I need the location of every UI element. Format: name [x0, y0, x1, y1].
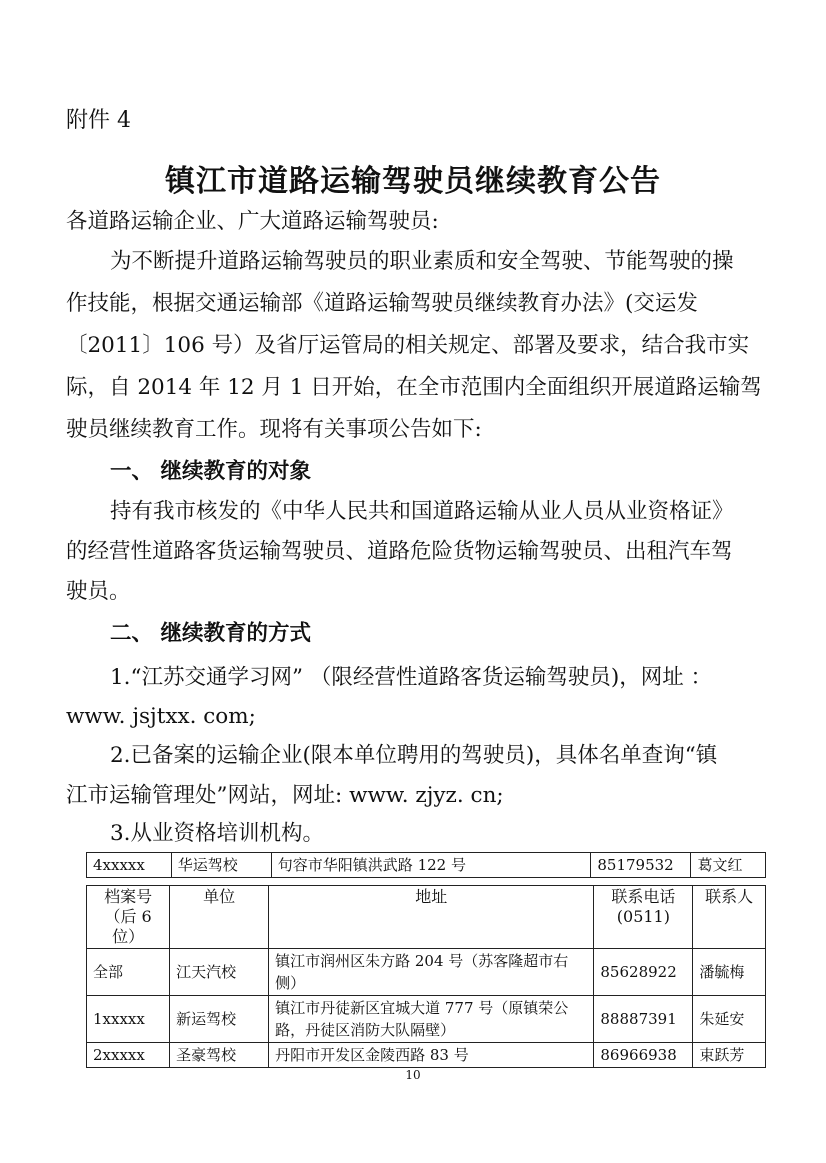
table-cell-contact: 葛文红 [691, 853, 766, 878]
intro-line-3: 〔2011〕106 号）及省厅运管局的相关规定、部署及要求，结合我市实 [66, 333, 750, 358]
training-table-top-row [86, 852, 766, 878]
table-row [87, 996, 766, 1043]
header-phone-sub: (0511) [616, 907, 670, 926]
table-row [87, 853, 766, 878]
table-cell-contact: 束跃芳 [693, 1043, 766, 1068]
table-cell-address: 镇江市润州区朱方路 204 号（苏客隆超市右侧） [269, 949, 594, 996]
header-unit: 单位 [170, 886, 269, 949]
section2-item1-line2: www. jsjtxx. com; [66, 704, 256, 729]
table-cell-phone: 85179532 [591, 853, 691, 878]
header-code [87, 886, 170, 949]
header-phone-label: 联系电话 [611, 887, 676, 906]
intro-line-1: 为不断提升道路运输驾驶员的职业素质和安全驾驶、节能驾驶的操 [110, 249, 734, 274]
section2-item2-line2: 江市运输管理处”网站，网址: www. zjyz. cn; [66, 783, 504, 808]
table-cell-contact: 朱延安 [693, 996, 766, 1043]
table-cell-code: 全部 [87, 949, 170, 996]
section1-line-3: 驶员。 [66, 579, 131, 604]
intro-line-4: 际，自 2014 年 12 月 1 日开始，在全市范围内全面组织开展道路运输驾 [66, 375, 762, 400]
header-contact: 联系人 [693, 886, 766, 949]
table-cell-unit: 江天汽校 [170, 949, 269, 996]
header-address: 地址 [269, 886, 594, 949]
table-cell-code: 1xxxxx [87, 996, 170, 1043]
training-table [86, 885, 766, 1068]
table-cell-code: 2xxxxx [87, 1043, 170, 1068]
header-code-label: 档案号 [104, 887, 153, 906]
page-number: 10 [405, 1068, 421, 1082]
table-row [87, 949, 766, 996]
table-row [87, 1043, 766, 1068]
table-cell-unit: 华运驾校 [171, 853, 271, 878]
header-phone [594, 886, 693, 949]
section2-item2-line1: 2.已备案的运输企业(限本单位聘用的驾驶员)，具体名单查询“镇 [110, 743, 718, 768]
header-code-sub: （后 6 位） [104, 907, 152, 946]
table-cell-unit: 新运驾校 [170, 996, 269, 1043]
section1-line-2: 的经营性道路客货运输驾驶员、道路危险货物运输驾驶员、出租汽车驾 [66, 539, 733, 564]
table-cell-phone: 86966938 [594, 1043, 693, 1068]
section2-heading: 二、 继续教育的方式 [110, 621, 311, 646]
section1-line-1: 持有我市核发的《中华人民共和国道路运输从业人员从业资格证》 [110, 499, 734, 524]
table-cell-contact: 潘毓梅 [693, 949, 766, 996]
table-cell-phone: 88887391 [594, 996, 693, 1043]
table-cell-code: 4xxxxx [87, 853, 172, 878]
section2-item1-line1: 1.“江苏交通学习网” （限经营性道路客货运输驾驶员)，网址 ： [110, 665, 713, 690]
section2-item3: 3.从业资格培训机构。 [110, 821, 325, 846]
page-title: 镇江市道路运输驾驶员继续教育公告 [165, 164, 661, 199]
table-cell-phone: 85628922 [594, 949, 693, 996]
greeting: 各道路运输企业、广大道路运输驾驶员: [66, 209, 439, 234]
table-header-row [87, 886, 766, 949]
intro-line-5: 驶员继续教育工作。现将有关事项公告如下: [66, 417, 482, 442]
section1-heading: 一、 继续教育的对象 [110, 459, 311, 484]
attachment-label: 附件 4 [66, 108, 131, 133]
table-cell-address: 镇江市丹徒新区宜城大道 777 号（原镇荣公路，丹徒区消防大队隔壁） [269, 996, 594, 1043]
intro-line-2: 作技能，根据交通运输部《道路运输驾驶员继续教育办法》(交运发 [66, 291, 698, 316]
table-cell-address: 句容市华阳镇洪武路 122 号 [271, 853, 591, 878]
table-cell-address: 丹阳市开发区金陵西路 83 号 [269, 1043, 594, 1068]
table-cell-unit: 圣豪驾校 [170, 1043, 269, 1068]
